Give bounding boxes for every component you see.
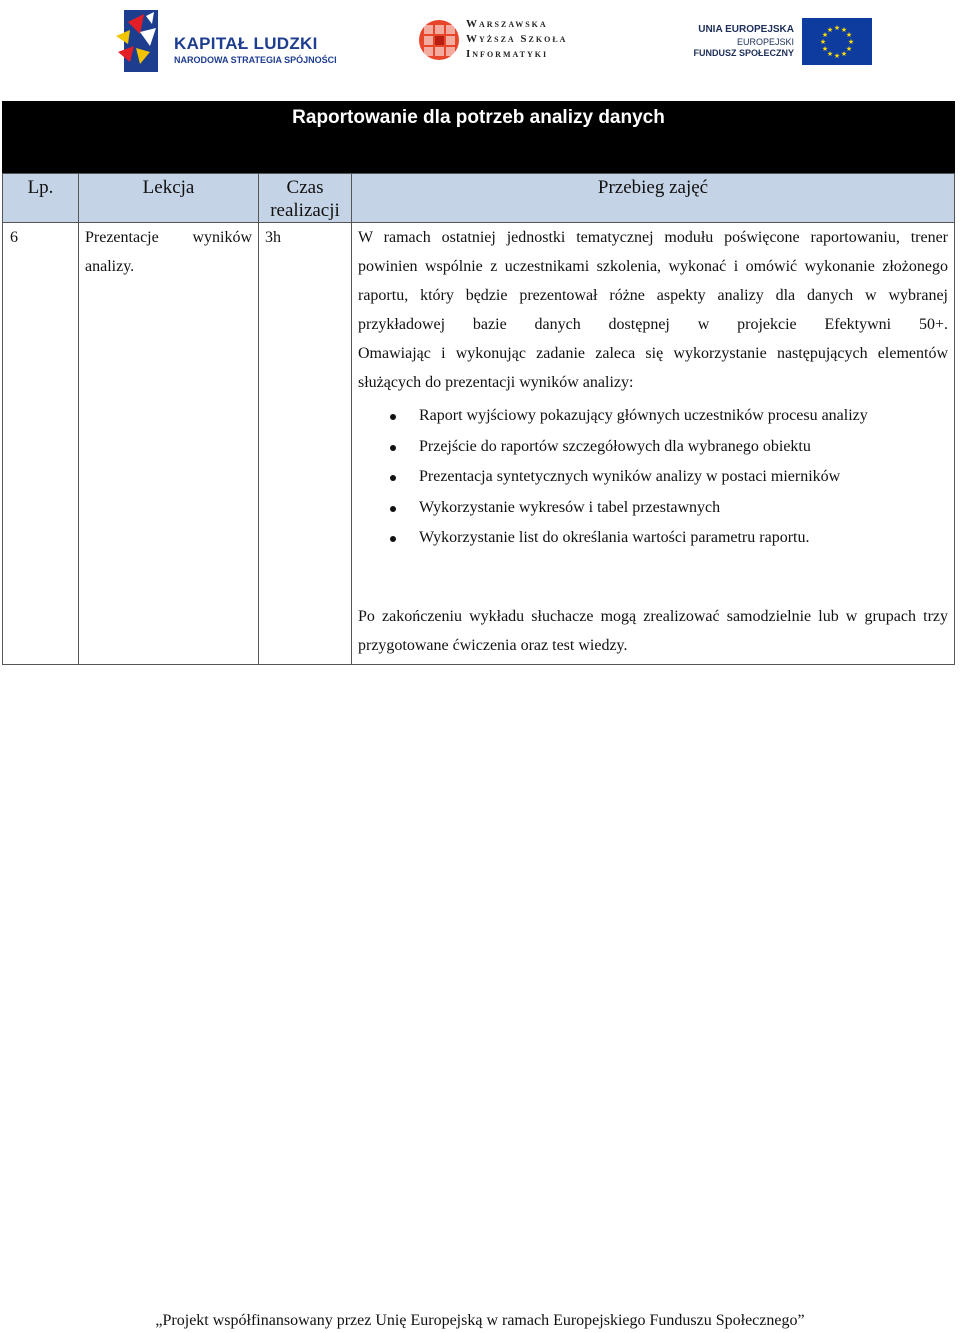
cell-przebieg: [352, 223, 955, 665]
cell-lekcja: Prezentacje wyników analizy.: [79, 223, 259, 665]
eu-flag-icon: [802, 18, 872, 65]
column-header-przebieg: Przebieg zajęć: [352, 174, 955, 223]
table-title: Raportowanie dla potrzeb analizy danych: [2, 101, 955, 173]
spacer: [358, 554, 948, 602]
table-row: [3, 223, 955, 665]
list-item: Raport wyjściowy pokazujący głównych uczestników procesu analizy: [358, 401, 948, 432]
list-item: Przejście do raportów szczegółowych dla wybranego obiektu: [358, 432, 948, 463]
svg-text:★: ★: [819, 38, 827, 46]
svg-text:★: ★: [840, 50, 848, 58]
list-item: Wykorzystanie wykresów i tabel przestawnych: [358, 493, 948, 524]
svg-text:★: ★: [833, 24, 841, 32]
list-item: Wykorzystanie list do określania wartości parametru raportu.: [358, 523, 948, 554]
lesson-plan-sheet: [2, 101, 955, 665]
kapital-ludzki-title: KAPITAŁ LUDZKI: [174, 34, 318, 53]
element-list: [358, 401, 948, 554]
kapital-ludzki-logo: [110, 8, 340, 74]
wwsi-line-1: Warszawska: [466, 18, 548, 30]
logo-bar: [0, 0, 960, 90]
eu-stars-icon: [802, 18, 872, 65]
cell-lp: 6: [3, 223, 79, 665]
svg-text:★: ★: [821, 45, 829, 53]
lead-paragraph: Omawiając i wykonując zadanie zaleca się wykorzystanie następujących elementów służących do prezentacji wyników analizy:: [358, 345, 948, 391]
lesson-plan-table: [2, 173, 955, 665]
wwsi-logo: [418, 18, 588, 66]
ue-line-3: FUNDUSZ SPOŁECZNY: [693, 48, 794, 58]
cell-czas: 3h: [259, 223, 352, 665]
svg-text:★: ★: [845, 45, 853, 53]
svg-text:★: ★: [826, 26, 834, 34]
svg-text:★: ★: [826, 50, 834, 58]
column-header-lekcja: Lekcja: [79, 174, 259, 223]
wwsi-line-2: Wyższa Szkoła: [466, 33, 568, 45]
kapital-ludzki-emblem-icon: [110, 8, 170, 74]
column-header-lp: Lp.: [3, 174, 79, 223]
svg-text:★: ★: [833, 52, 841, 60]
footer-note: „Projekt współfinansowany przez Unię Europejską w ramach Europejskiego Funduszu Społecznego”: [155, 1312, 805, 1329]
wwsi-line-3: Informatyki: [466, 48, 549, 60]
svg-text:★: ★: [840, 26, 848, 34]
svg-text:★: ★: [845, 31, 853, 39]
list-item: Prezentacja syntetycznych wyników analizy w postaci mierników: [358, 462, 948, 493]
kapital-ludzki-subtitle: NARODOWA STRATEGIA SPÓJNOŚCI: [174, 55, 337, 65]
ue-line-1: UNIA EUROPEJSKA: [698, 24, 794, 35]
column-header-czas: Czas realizacji: [259, 174, 352, 223]
svg-text:★: ★: [847, 38, 855, 46]
ue-efs-logo: [693, 18, 872, 66]
svg-text:★: ★: [821, 31, 829, 39]
wwsi-emblem-icon: [418, 19, 460, 61]
table-header-row: [3, 174, 955, 223]
ue-line-2: EUROPEJSKI: [736, 37, 794, 47]
closing-paragraph: Po zakończeniu wykładu słuchacze mogą zrealizować samodzielnie lub w grupach trzy przygotowane ćwiczenia oraz test wiedzy.: [358, 607, 948, 654]
intro-paragraph: W ramach ostatniej jednostki tematycznej modułu poświęcone raportowaniu, trener powinien wspólnie z uczestnikami szkolenia, wykonać i omówić wykonanie złożonego raportu, który będzie prezentował różne aspekty analizy dla danych w wybranej przykładowej bazie danych dostępnej w projekcie Efektywni 50+.: [358, 229, 948, 333]
